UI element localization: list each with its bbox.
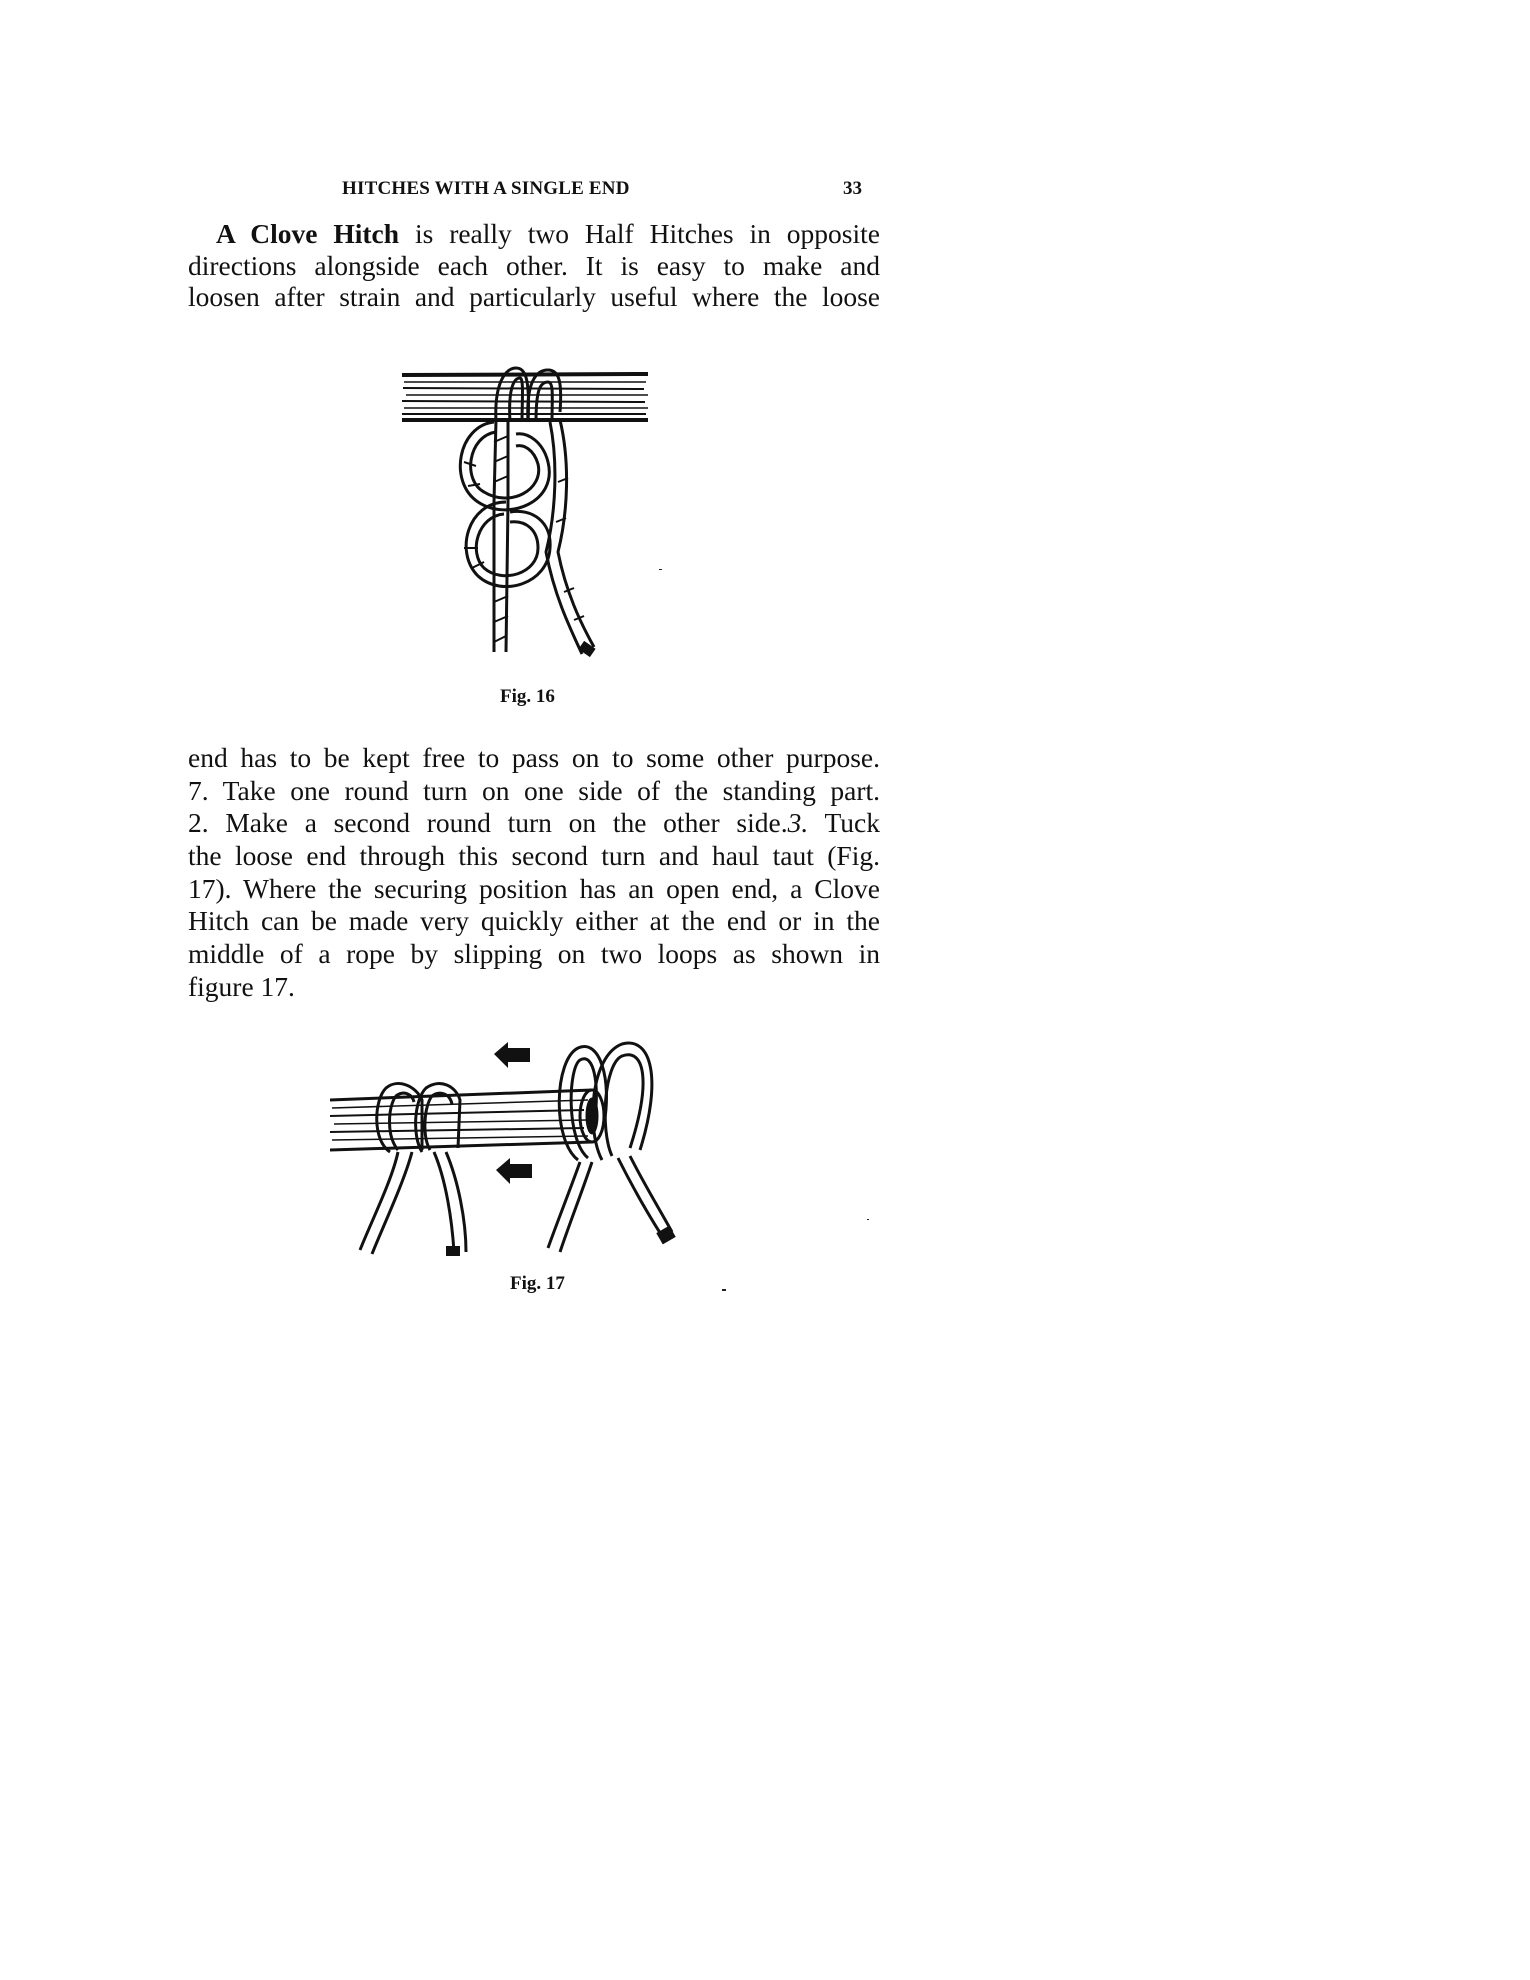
stray-mark (659, 569, 662, 570)
two-loops (548, 1043, 674, 1252)
paragraph-1 (188, 218, 880, 313)
paragraph-line: loosen after strain and particularly useful where the loose (188, 281, 880, 312)
paragraph-line: Hitch can be made very quickly either at the end or in the (188, 905, 880, 937)
paragraph-2 (188, 742, 880, 1004)
bar (402, 374, 648, 420)
paragraph-line: 17). Where the securing position has an open end, a Clove (188, 872, 880, 904)
figure-16-illustration (398, 362, 658, 674)
paragraph-line: directions alongside each other. It is easy to make and (188, 249, 880, 281)
running-head: HITCHES WITH A SINGLE END (342, 178, 630, 199)
figure-17-caption: Fig. 17 (510, 1273, 565, 1294)
paragraph-line: the loose end through this second turn and haul taut (Fig. (188, 840, 880, 872)
paragraph-line: figure 17. (188, 970, 295, 1002)
paragraph-line: end has to be kept free to pass on to some other purpose. (188, 742, 880, 773)
figure-16-caption: Fig. 16 (500, 686, 555, 707)
pole (330, 1090, 604, 1150)
figure-17-illustration (322, 1040, 742, 1260)
hitch-on-pole (360, 1084, 466, 1254)
arrow-left-icon (494, 1042, 530, 1068)
arrows (494, 1042, 532, 1184)
stray-mark (867, 1219, 869, 1220)
page-number: 33 (843, 178, 862, 199)
paragraph-line: 2. Make a second round turn on the other side.3. Tuck (188, 807, 880, 839)
rope-end (446, 1246, 460, 1256)
arrow-left-icon (496, 1158, 532, 1184)
paragraph-line: A Clove Hitch is really two Half Hitches in opposite (216, 218, 880, 249)
term-clove-hitch: A Clove Hitch (216, 218, 400, 249)
stray-mark (722, 1289, 726, 1291)
step-number-italic: 3. (787, 807, 809, 839)
paragraph-line: middle of a rope by slipping on two loops as shown in (188, 938, 880, 970)
paragraph-line: 7. Take one round turn on one side of the standing part. (188, 774, 880, 806)
